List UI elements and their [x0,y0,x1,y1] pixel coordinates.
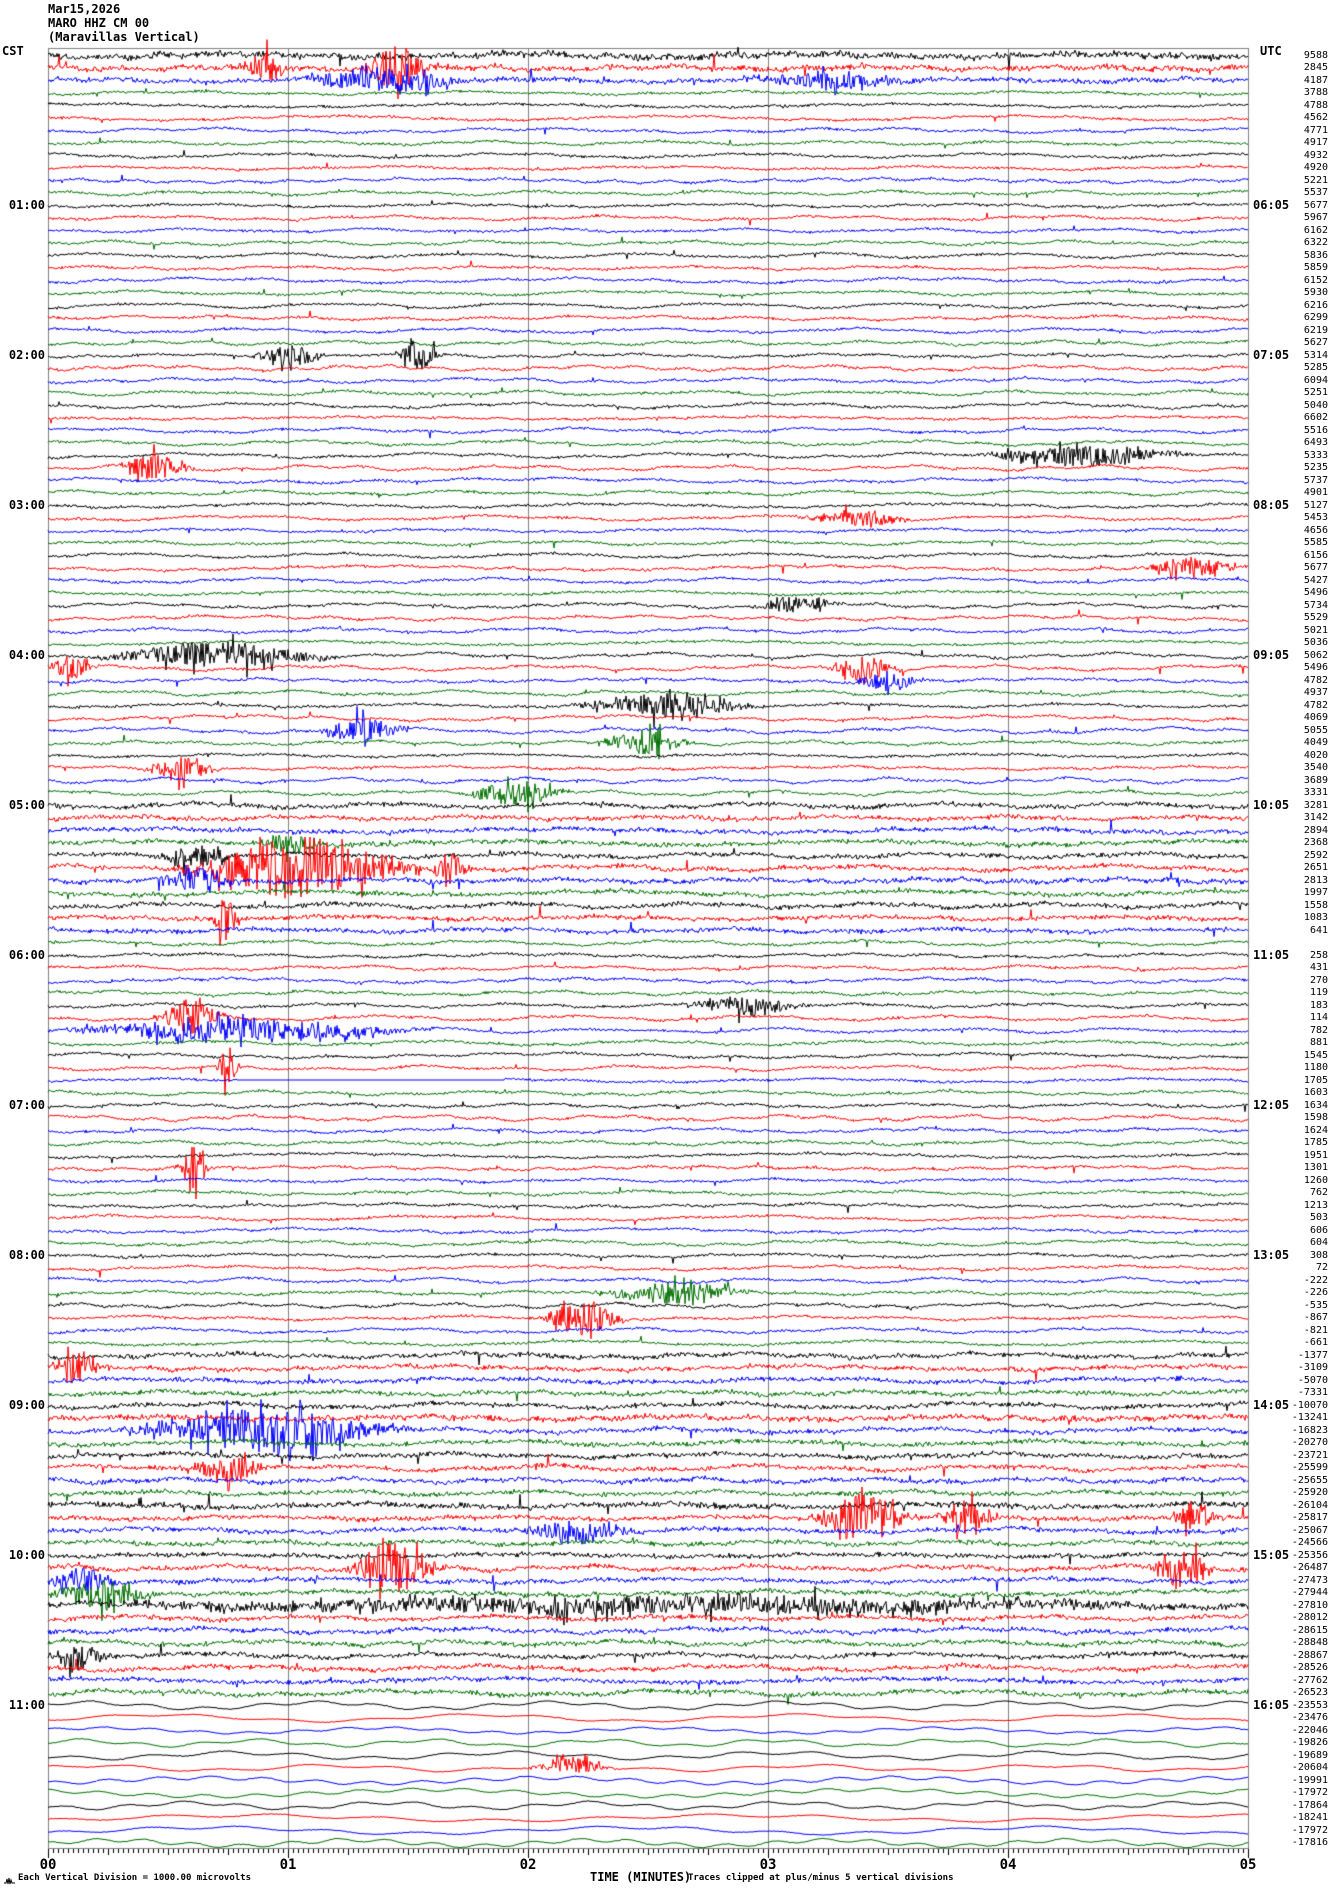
trace-value: 6094 [1303,374,1328,386]
trace-value: 5453 [1303,512,1328,523]
trace-value: 5036 [1303,637,1328,648]
trace-value: 762 [1309,1187,1328,1198]
trace-value: 5496 [1303,662,1328,673]
cst-time-label: 11:00 [8,1697,45,1712]
trace-value: 308 [1309,1249,1328,1261]
trace-value: 4932 [1303,149,1328,161]
trace-value: 604 [1309,1237,1328,1248]
trace-value: -18241 [1291,1812,1328,1823]
trace-value: 5734 [1303,599,1328,611]
trace-value: 5836 [1303,249,1328,261]
trace-value: 5585 [1303,537,1328,548]
trace-value: -661 [1303,1337,1328,1348]
trace-value: 3540 [1303,762,1328,773]
x-tick-label: 05 [1239,1857,1257,1873]
trace-value: -13241 [1291,1412,1328,1423]
trace-value: 6219 [1303,324,1328,336]
trace-value: 3142 [1303,812,1328,823]
trace-value: 2894 [1303,824,1328,836]
trace-value: 6162 [1303,224,1328,236]
clip-note: Traces clipped at plus/minus 5 vertical divisions [688,1873,954,1883]
trace-value: 1180 [1303,1062,1328,1073]
trace-value: -19826 [1291,1737,1328,1748]
trace-value: -27810 [1291,1599,1328,1611]
trace-value: -23553 [1291,1699,1328,1711]
trace-value: -20270 [1291,1437,1328,1448]
header-description: (Maravillas Vertical) [48,30,200,44]
trace-value: -28867 [1291,1649,1328,1661]
trace-value: 1705 [1303,1074,1328,1086]
trace-value: 4020 [1303,749,1328,761]
trace-value: -222 [1303,1274,1328,1286]
trace-value: 9588 [1303,49,1328,61]
trace-value: 1301 [1303,1162,1328,1173]
trace-value: 4937 [1303,687,1328,698]
utc-time-label: 07:05 [1253,347,1290,362]
trace-value: -535 [1303,1299,1328,1311]
trace-value: 6299 [1303,312,1328,323]
trace-value: 5221 [1303,174,1328,186]
trace-value: 5737 [1303,474,1328,486]
utc-time-label: 12:05 [1253,1097,1290,1112]
trace-value: 6152 [1303,274,1328,286]
trace-value: -27944 [1291,1587,1328,1598]
trace-value: 4782 [1303,699,1328,711]
trace-value: -16823 [1291,1424,1328,1436]
trace-value: 606 [1309,1224,1328,1236]
cst-time-label: 10:00 [8,1547,45,1562]
cst-time-label: 04:00 [8,647,45,662]
trace-value: 5055 [1303,724,1328,736]
trace-value: 4069 [1303,712,1328,723]
trace-value: 5496 [1303,587,1328,598]
header-station: MARO HHZ CM 00 [48,16,150,30]
utc-time-label: 08:05 [1253,497,1290,512]
trace-value: 1951 [1303,1149,1328,1161]
trace-value: 1598 [1303,1112,1328,1123]
trace-value: 6322 [1303,237,1328,248]
trace-value: -28848 [1291,1637,1328,1648]
trace-value: 5062 [1303,649,1328,661]
trace-value: 270 [1309,974,1328,986]
trace-value: -27762 [1291,1674,1328,1686]
trace-value: 4049 [1303,737,1328,748]
trace-value: 5427 [1303,574,1328,586]
cst-time-label: 08:00 [8,1247,45,1262]
trace-value: 5627 [1303,337,1328,348]
left-timezone-label: CST [2,44,24,58]
trace-value: 1213 [1303,1199,1328,1211]
trace-value: 2845 [1303,62,1328,73]
trace-value: 5251 [1303,387,1328,398]
trace-value: 119 [1309,987,1328,998]
trace-value: -28012 [1291,1612,1328,1623]
trace-value: -1377 [1297,1349,1328,1361]
trace-value: 4771 [1303,124,1328,136]
utc-time-label: 11:05 [1253,947,1290,962]
trace-value: 2813 [1303,874,1328,886]
trace-value: 5677 [1303,562,1328,573]
trace-value: -5070 [1297,1374,1328,1386]
trace-value: 258 [1309,949,1328,961]
trace-value: -26104 [1291,1499,1328,1511]
trace-value: 4656 [1303,524,1328,536]
trace-value: 4920 [1303,162,1328,173]
cst-time-label: 01:00 [8,197,45,212]
trace-value: 4562 [1303,112,1328,123]
right-timezone-label: UTC [1260,44,1282,58]
trace-value: 6493 [1303,437,1328,448]
cst-time-label: 07:00 [8,1097,45,1112]
trace-value: 3689 [1303,774,1328,786]
trace-value: 5333 [1303,449,1328,461]
trace-value: 183 [1309,999,1328,1011]
trace-value: -25920 [1291,1487,1328,1498]
trace-value: 5235 [1303,462,1328,473]
trace-value: -25067 [1291,1524,1328,1536]
trace-value: -821 [1303,1324,1328,1336]
trace-value: 1624 [1303,1124,1328,1136]
cst-time-label: 06:00 [8,947,45,962]
trace-value: 5040 [1303,399,1328,411]
trace-value: -17816 [1291,1837,1328,1848]
trace-value: 2368 [1303,837,1328,848]
trace-value: -25655 [1291,1474,1328,1486]
trace-value: 4901 [1303,487,1328,498]
trace-value: -25599 [1291,1462,1328,1473]
cst-time-label: 05:00 [8,797,45,812]
trace-value: -17864 [1291,1799,1328,1811]
utc-time-label: 10:05 [1253,797,1290,812]
x-tick-label: 01 [279,1857,297,1873]
wiggle-icon [4,1877,16,1885]
trace-value: 5314 [1303,349,1328,361]
utc-time-label: 06:05 [1253,197,1290,212]
trace-value: -26523 [1291,1687,1328,1698]
trace-value: 1545 [1303,1049,1328,1061]
trace-value: 4917 [1303,137,1328,148]
trace-value: 1603 [1303,1087,1328,1098]
trace-value: -28615 [1291,1624,1328,1636]
utc-time-label: 09:05 [1253,647,1290,662]
trace-value: 5516 [1303,424,1328,436]
trace-value: 1260 [1303,1174,1328,1186]
trace-value: -20604 [1291,1762,1328,1773]
trace-value: 5677 [1303,199,1328,211]
utc-time-label: 15:05 [1253,1547,1290,1562]
trace-value: 6602 [1303,412,1328,423]
x-tick-label: 00 [39,1857,57,1873]
x-tick-label: 02 [519,1857,537,1873]
header-date: Mar15,2026 [48,2,121,16]
trace-value: 3331 [1303,787,1328,798]
utc-time-label: 14:05 [1253,1397,1290,1412]
utc-time-label: 13:05 [1253,1247,1290,1262]
trace-value: -19991 [1291,1774,1328,1786]
trace-value: -867 [1303,1312,1328,1323]
trace-value: -25356 [1291,1549,1328,1561]
cst-time-label: 02:00 [8,347,45,362]
trace-value: -26487 [1291,1562,1328,1573]
trace-value: -10070 [1291,1399,1328,1411]
trace-value: 5930 [1303,287,1328,298]
cst-time-label: 03:00 [8,497,45,512]
trace-value: 5021 [1303,624,1328,636]
trace-value: 1558 [1303,899,1328,911]
trace-value: -17972 [1291,1824,1328,1836]
trace-value: 4788 [1303,99,1328,111]
trace-value: -24566 [1291,1537,1328,1548]
trace-value: -22046 [1291,1724,1328,1736]
trace-value: 72 [1315,1262,1328,1273]
trace-value: -23721 [1291,1449,1328,1461]
trace-value: 5285 [1303,362,1328,373]
trace-value: -27473 [1291,1574,1328,1586]
trace-value: 5529 [1303,612,1328,623]
x-axis-title: TIME (MINUTES) [590,1870,692,1884]
trace-value: -28526 [1291,1662,1328,1673]
trace-value: 881 [1309,1037,1328,1048]
trace-value: -23476 [1291,1712,1328,1723]
trace-value: 3281 [1303,799,1328,811]
trace-value: 5967 [1303,212,1328,223]
trace-value: 782 [1309,1024,1328,1036]
trace-value: 5127 [1303,499,1328,511]
trace-value: 4187 [1303,74,1328,86]
trace-value: 6156 [1303,549,1328,561]
trace-value: 5859 [1303,262,1328,273]
trace-value: -3109 [1297,1362,1328,1373]
scale-note: Each Vertical Division = 1000.00 microvolts [18,1873,251,1883]
trace-value: 3788 [1303,87,1328,98]
trace-value: 114 [1309,1012,1328,1023]
trace-value: 2592 [1303,849,1328,861]
trace-value: 503 [1309,1212,1328,1223]
trace-value: -7331 [1297,1387,1328,1398]
trace-value: 4782 [1303,674,1328,686]
x-tick-label: 03 [759,1857,777,1873]
x-tick-label: 04 [999,1857,1017,1873]
trace-value: -25817 [1291,1512,1328,1523]
trace-value: 641 [1309,924,1328,936]
trace-value: 1083 [1303,912,1328,923]
trace-value: 1997 [1303,887,1328,898]
trace-value: -17972 [1291,1787,1328,1798]
trace-value: 2651 [1303,862,1328,873]
trace-value: 1785 [1303,1137,1328,1148]
cst-time-label: 09:00 [8,1397,45,1412]
trace-value: -19689 [1291,1749,1328,1761]
trace-value: 431 [1309,962,1328,973]
trace-value: 6216 [1303,299,1328,311]
trace-value: 5537 [1303,187,1328,198]
trace-value: -226 [1303,1287,1328,1298]
utc-time-label: 16:05 [1253,1697,1290,1712]
trace-value: 1634 [1303,1099,1328,1111]
